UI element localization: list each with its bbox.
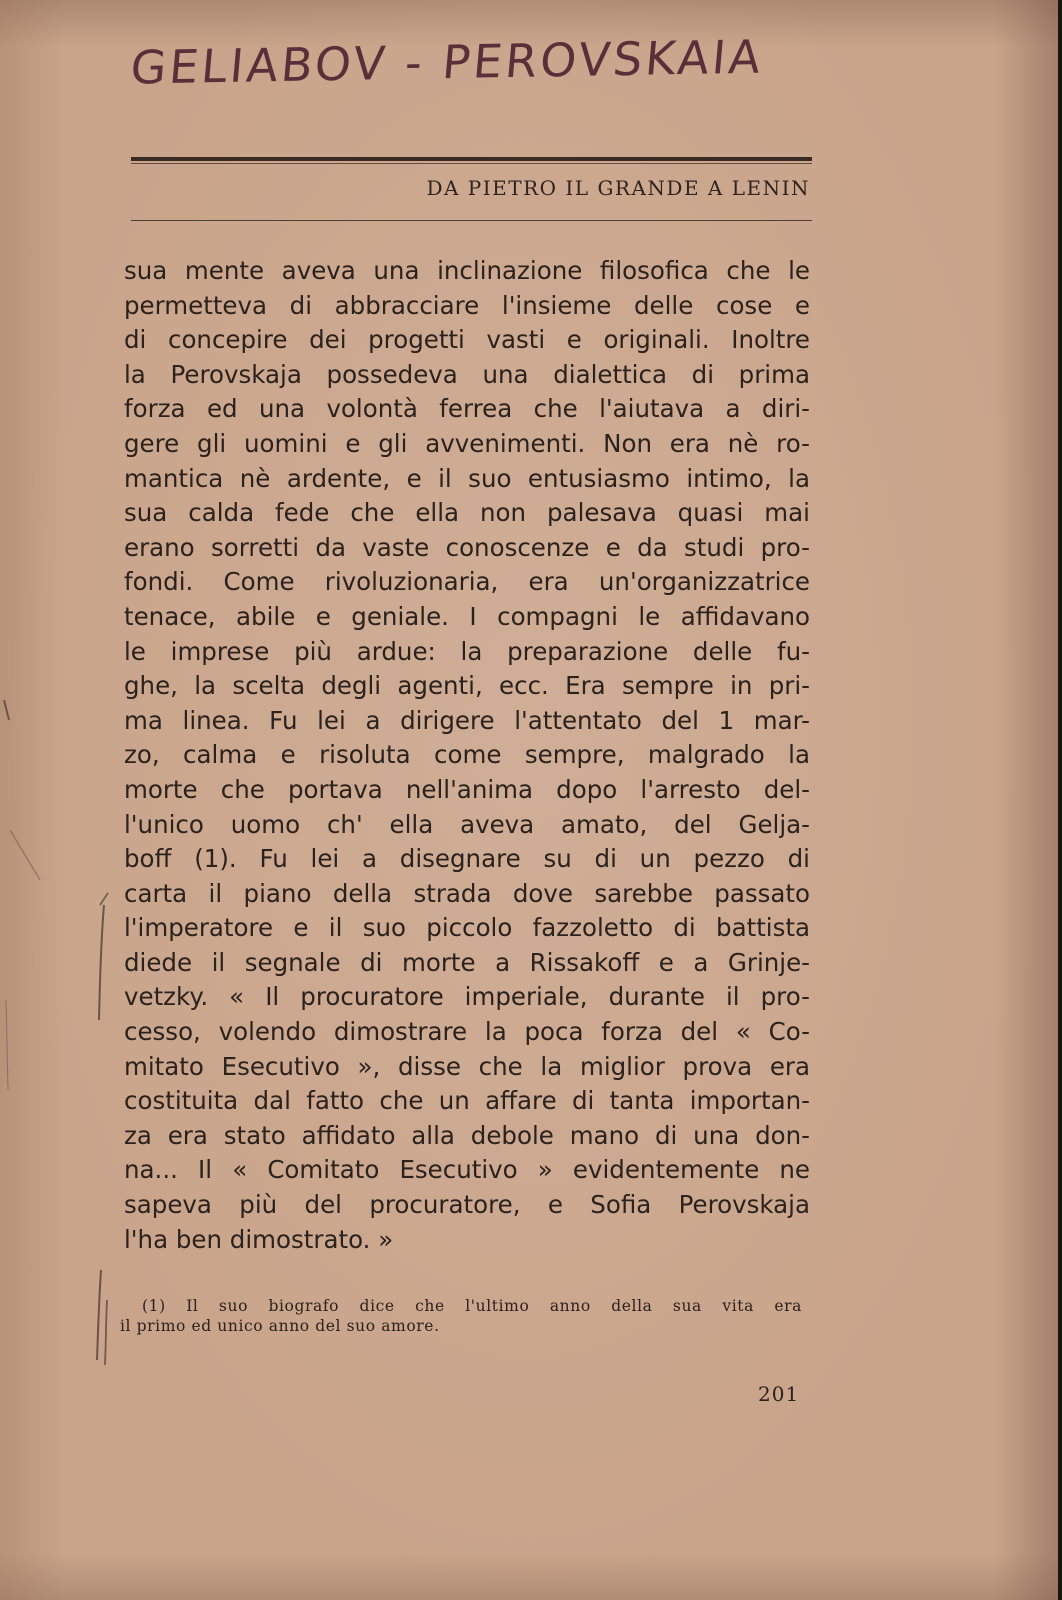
footnote-line: (1) Il suo biografo dice che l'ultimo anno della sua vita era: [142, 1297, 802, 1315]
margin-line-passage: [99, 905, 104, 1020]
body-line: la Perovskaja possedeva una dialettica di prima: [124, 359, 810, 389]
body-line: l'ha ben dimostrato. »: [124, 1224, 394, 1254]
page-number: 201: [758, 1382, 800, 1406]
margin-line-footnote-a: [97, 1270, 101, 1360]
body-line: mantica nè ardente, e il suo entusiasmo intimo, la: [124, 463, 810, 493]
body-line: costituita dal fatto che un affare di tanta importan-: [124, 1086, 810, 1116]
edge-mark-1: [4, 700, 9, 720]
body-line: zo, calma e risoluta come sempre, malgrado la: [124, 740, 810, 770]
body-line: tenace, abile e geniale. I compagni le affidavano: [124, 601, 810, 631]
body-line: di concepire dei progetti vasti e originali. Inoltre: [124, 325, 810, 355]
body-line: sua calda fede che ella non palesava quasi mai: [124, 498, 810, 528]
body-line: permetteva di abbracciare l'insieme delle cose e: [124, 290, 810, 320]
body-line: vetzky. « Il procuratore imperiale, durante il pro-: [124, 982, 810, 1012]
body-line: sua mente aveva una inclinazione filosofica che le: [124, 256, 810, 285]
body-line: morte che portava nell'anima dopo l'arresto del-: [124, 774, 810, 804]
header-rule-top-thin: [131, 163, 812, 164]
body-line: mitato Esecutivo », disse che la miglior prova era: [124, 1051, 810, 1081]
body-line: diede il segnale di morte a Rissakoff e a Grinje-: [124, 947, 810, 977]
body-line: forza ed una volontà ferrea che l'aiutava a diri-: [124, 394, 810, 424]
header-rule-top: [131, 157, 812, 161]
edge-mark-3: [6, 1000, 8, 1090]
handwritten-title: GELIABOV - PEROVSKAIA: [128, 29, 766, 95]
body-text: [124, 254, 810, 1257]
footnote-line: il primo ed unico anno del suo amore.: [120, 1317, 440, 1335]
body-line: fondi. Come rivoluzionaria, era un'organizzatrice: [124, 567, 810, 597]
footnote: [120, 1296, 802, 1336]
margin-tick-passage: [100, 893, 108, 905]
body-line: na... Il « Comitato Esecutivo » evidentemente ne: [124, 1155, 810, 1185]
body-line: za era stato affidato alla debole mano di una don-: [124, 1120, 810, 1150]
body-line: sapeva più del procuratore, e Sofia Perovskaja: [124, 1190, 810, 1220]
body-line: le imprese più ardue: la preparazione delle fu-: [124, 636, 810, 666]
body-line: cesso, volendo dimostrare la poca forza del « Co-: [124, 1017, 810, 1047]
body-line: boff (1). Fu lei a disegnare su di un pezzo di: [124, 844, 810, 874]
body-line: gere gli uomini e gli avvenimenti. Non era nè ro-: [124, 428, 810, 458]
body-line: l'unico uomo ch' ella aveva amato, del Gelja-: [124, 809, 810, 839]
running-head: DA PIETRO IL GRANDE A LENIN: [426, 176, 810, 200]
margin-line-footnote-b: [105, 1300, 107, 1365]
body-line: ma linea. Fu lei a dirigere l'attentato del 1 mar-: [124, 705, 810, 735]
body-line: carta il piano della strada dove sarebbe passato: [124, 878, 810, 908]
body-line: erano sorretti da vaste conoscenze e da studi pro-: [124, 532, 810, 562]
edge-mark-2: [10, 830, 40, 880]
body-line: l'imperatore e il suo piccolo fazzoletto di battista: [124, 913, 810, 943]
body-line: ghe, la scelta degli agenti, ecc. Era sempre in pri-: [124, 671, 810, 701]
header-rule-bottom: [131, 220, 812, 221]
